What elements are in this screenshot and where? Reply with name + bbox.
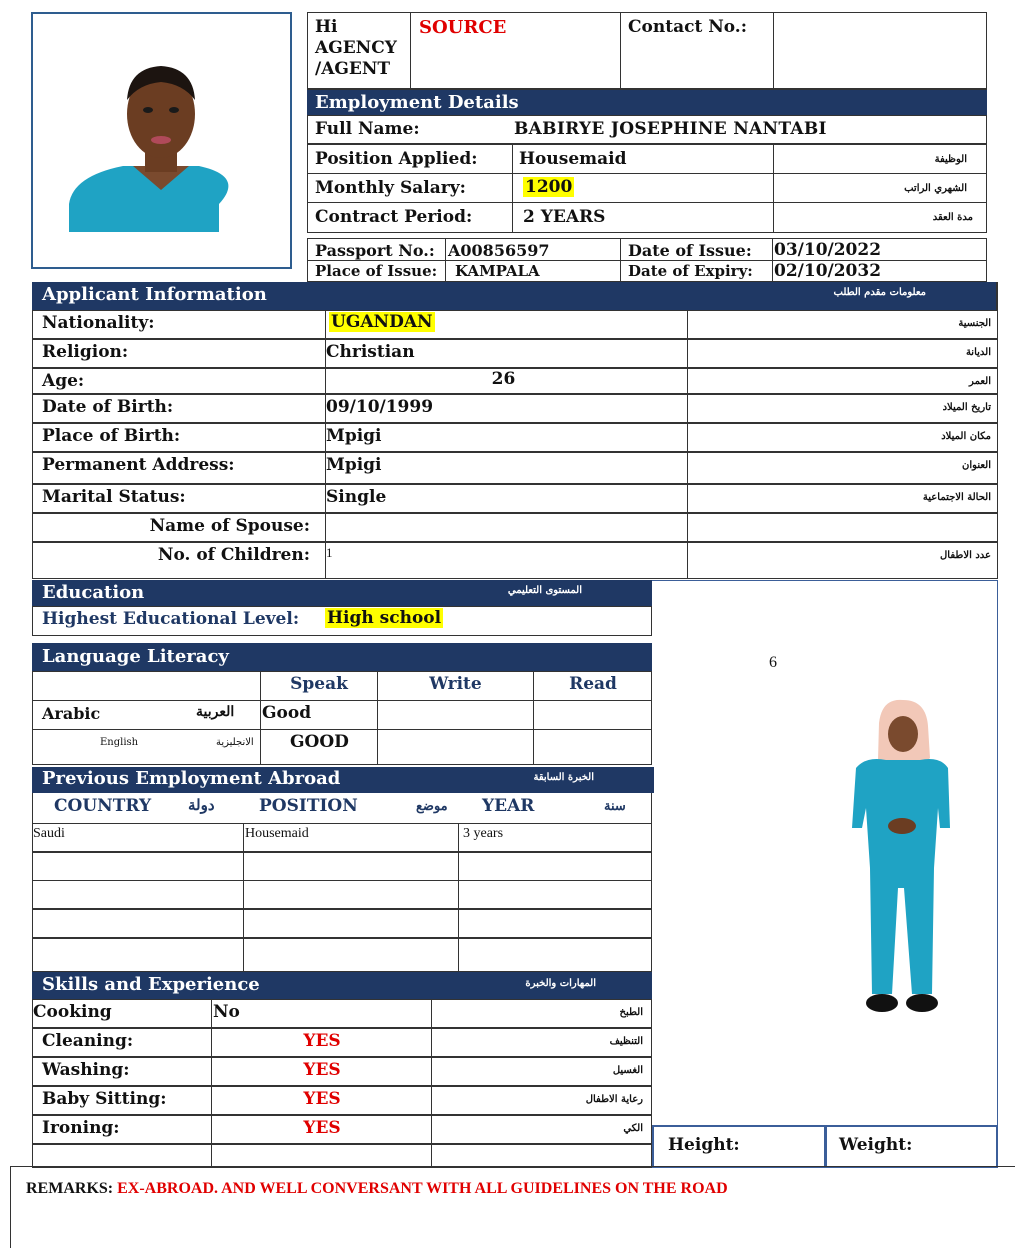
applicant-value-cell — [325, 513, 688, 542]
prev-year-cell — [458, 880, 652, 909]
photo-number: 6 — [769, 654, 777, 671]
language-title: Language Literacy — [42, 646, 229, 667]
issue-date-value: 03/10/2022 — [774, 240, 882, 260]
skill-value: YES — [303, 1060, 341, 1080]
arabic-label: Arabic — [42, 704, 101, 723]
applicant-value: 09/10/1999 — [326, 397, 434, 417]
contact-value-cell — [773, 12, 987, 89]
applicant-label: Marital Status: — [42, 487, 186, 507]
position-label: Position Applied: — [315, 149, 478, 169]
previous-title-ar: الخبرة السابقة — [533, 772, 594, 783]
prev-position-cell — [243, 938, 459, 972]
year-header: YEAR — [482, 796, 535, 816]
arabic-speak: Good — [262, 703, 312, 723]
applicant-label-ar: تاريخ الميلاد — [942, 402, 991, 413]
applicant-title: Applicant Information — [42, 284, 267, 305]
prev-position: Housemaid — [245, 826, 309, 841]
remarks-label: REMARKS: — [26, 1180, 114, 1197]
full-name-label: Full Name: — [315, 119, 420, 139]
position-value: Housemaid — [519, 149, 627, 169]
speak-header: Speak — [290, 674, 348, 694]
skill-value: YES — [303, 1031, 341, 1051]
applicant-ar-cell — [687, 513, 998, 542]
applicant-label: Age: — [42, 371, 85, 391]
skill-value: YES — [303, 1089, 341, 1109]
applicant-value: Single — [326, 487, 387, 507]
education-header — [32, 580, 652, 606]
prev-year: 3 years — [463, 826, 504, 841]
applicant-value: UGANDAN — [331, 312, 433, 332]
arabic-label-ar: العربية — [196, 704, 235, 720]
applicant-value: Christian — [326, 342, 415, 362]
skill-value: No — [213, 1002, 240, 1022]
place-issue-label: Place of Issue: — [315, 262, 438, 280]
skill-value-cell — [211, 999, 432, 1028]
skill-label-cell — [32, 1144, 212, 1168]
salary-value: 1200 — [525, 177, 573, 197]
applicant-label: Religion: — [42, 342, 129, 362]
contact-label-cell: Contact No.: — [620, 12, 774, 89]
applicant-label: Place of Birth: — [42, 426, 181, 446]
english-label-ar: الانجليزية — [216, 737, 254, 748]
skill-label: Washing: — [42, 1060, 130, 1080]
skills-title-ar: المهارات والخبرة — [525, 978, 596, 989]
prev-year-cell — [458, 909, 652, 938]
education-title: Education — [42, 582, 145, 603]
applicant-value: Mpigi — [326, 426, 382, 446]
applicant-label-ar: العنوان — [962, 460, 991, 471]
skills-title: Skills and Experience — [42, 974, 260, 995]
applicant-value: Mpigi — [326, 455, 382, 475]
previous-header — [32, 767, 654, 793]
applicant-value: 26 — [491, 369, 516, 389]
prev-country-cell — [32, 938, 244, 972]
remarks-text: EX-ABROAD. AND WELL CONVERSANT WITH ALL GUIDELINES ON THE ROAD — [117, 1180, 728, 1197]
applicant-ar-cell — [687, 339, 998, 368]
prev-year-cell — [458, 852, 652, 881]
prev-country: Saudi — [33, 826, 65, 841]
position-header: POSITION — [259, 796, 358, 816]
prev-country-cell — [32, 880, 244, 909]
position-header-ar: موضع — [416, 799, 448, 814]
applicant-label-ar: مكان الميلاد — [941, 431, 991, 442]
language-header — [32, 643, 652, 671]
skill-label-ar: رعاية الاطفال — [585, 1094, 643, 1105]
skill-label: Cleaning: — [42, 1031, 134, 1051]
full-body-photo — [846, 698, 956, 1023]
salary-label: Monthly Salary: — [315, 178, 466, 198]
skill-label-ar: الطبخ — [619, 1007, 643, 1018]
skill-value: YES — [303, 1118, 341, 1138]
agency-cell: Hi AGENCY /AGENT — [307, 12, 411, 89]
prev-position-cell — [243, 909, 459, 938]
skills-header — [32, 972, 652, 999]
source-label: SOURCE — [419, 17, 507, 38]
height-cell — [652, 1125, 826, 1168]
contract-label: Contract Period: — [315, 207, 473, 227]
prev-year-cell — [458, 938, 652, 972]
skill-label-ar: الكي — [623, 1123, 643, 1134]
applicant-ar-cell — [687, 452, 998, 484]
applicant-label-ar: الحالة الاجتماعية — [922, 492, 991, 503]
source-cell — [410, 12, 621, 89]
applicant-label: Nationality: — [42, 313, 155, 333]
applicant-header — [32, 282, 998, 310]
applicant-ar-cell — [687, 310, 998, 339]
issue-date-label: Date of Issue: — [628, 241, 752, 260]
place-issue-value: KAMPALA — [455, 262, 540, 280]
prev-country-cell — [32, 909, 244, 938]
applicant-label-ar: الديانة — [965, 347, 991, 358]
height-label: Height: — [668, 1135, 740, 1155]
english-label: English — [100, 737, 139, 748]
applicant-label-ar: العمر — [969, 376, 991, 387]
english-speak: GOOD — [290, 732, 349, 752]
year-header-ar: سنة — [604, 799, 626, 814]
remarks-line — [26, 1180, 728, 1198]
applicant-title-ar: معلومات مقدم الطلب — [833, 287, 926, 298]
applicant-label: Date of Birth: — [42, 397, 174, 417]
skill-label: Ironing: — [42, 1118, 120, 1138]
expiry-label: Date of Expiry: — [628, 262, 753, 280]
applicant-value: 1 — [326, 545, 333, 560]
skill-label: Baby Sitting: — [42, 1089, 167, 1109]
salary-ar: الشهري الراتب — [904, 183, 967, 194]
prev-position-cell — [243, 852, 459, 881]
weight-label: Weight: — [839, 1135, 913, 1155]
expiry-value: 02/10/2032 — [774, 261, 882, 281]
skill-label-ar: الغسيل — [612, 1065, 643, 1076]
portrait-photo — [33, 14, 290, 267]
remarks-box — [10, 1166, 1015, 1248]
education-level-label: Highest Educational Level: — [42, 609, 300, 629]
contract-ar: مدة العقد — [932, 212, 973, 223]
skill-ar-cell — [431, 1144, 652, 1168]
applicant-value-cell — [325, 542, 688, 579]
applicant-label: Permanent Address: — [42, 455, 235, 475]
prev-country-cell — [32, 852, 244, 881]
full-name-value: BABIRYE JOSEPHINE NANTABI — [514, 119, 827, 139]
applicant-ar-cell — [687, 368, 998, 394]
passport-value: A00856597 — [448, 241, 550, 260]
read-header: Read — [569, 674, 617, 694]
skill-label: Cooking — [33, 1002, 112, 1022]
skill-label-ar: التنظيف — [609, 1036, 643, 1047]
portrait-photo-frame — [31, 12, 292, 269]
applicant-label: Name of Spouse: — [149, 516, 310, 536]
country-header-ar: دولة — [188, 796, 215, 814]
contract-value: 2 YEARS — [523, 207, 606, 227]
education-level-value: High school — [327, 608, 442, 628]
employment-header — [307, 89, 987, 115]
weight-cell — [825, 1125, 998, 1168]
country-header: COUNTRY — [54, 796, 152, 816]
skill-ar-cell — [431, 1115, 652, 1144]
skill-value-cell — [211, 1144, 432, 1168]
applicant-label: No. of Children: — [157, 545, 310, 565]
passport-label: Passport No.: — [315, 241, 435, 260]
write-header: Write — [429, 674, 482, 694]
language-row-arabic — [32, 700, 652, 730]
position-ar: الوظيفة — [934, 154, 967, 165]
applicant-label-ar: عدد الاطفال — [940, 550, 991, 561]
education-title-ar: المستوى التعليمي — [507, 585, 582, 596]
passport-divider-h — [307, 260, 987, 261]
prev-position-cell — [243, 880, 459, 909]
employment-title: Employment Details — [315, 92, 519, 113]
previous-title: Previous Employment Abroad — [42, 768, 341, 789]
applicant-label-ar: الجنسية — [958, 318, 991, 329]
